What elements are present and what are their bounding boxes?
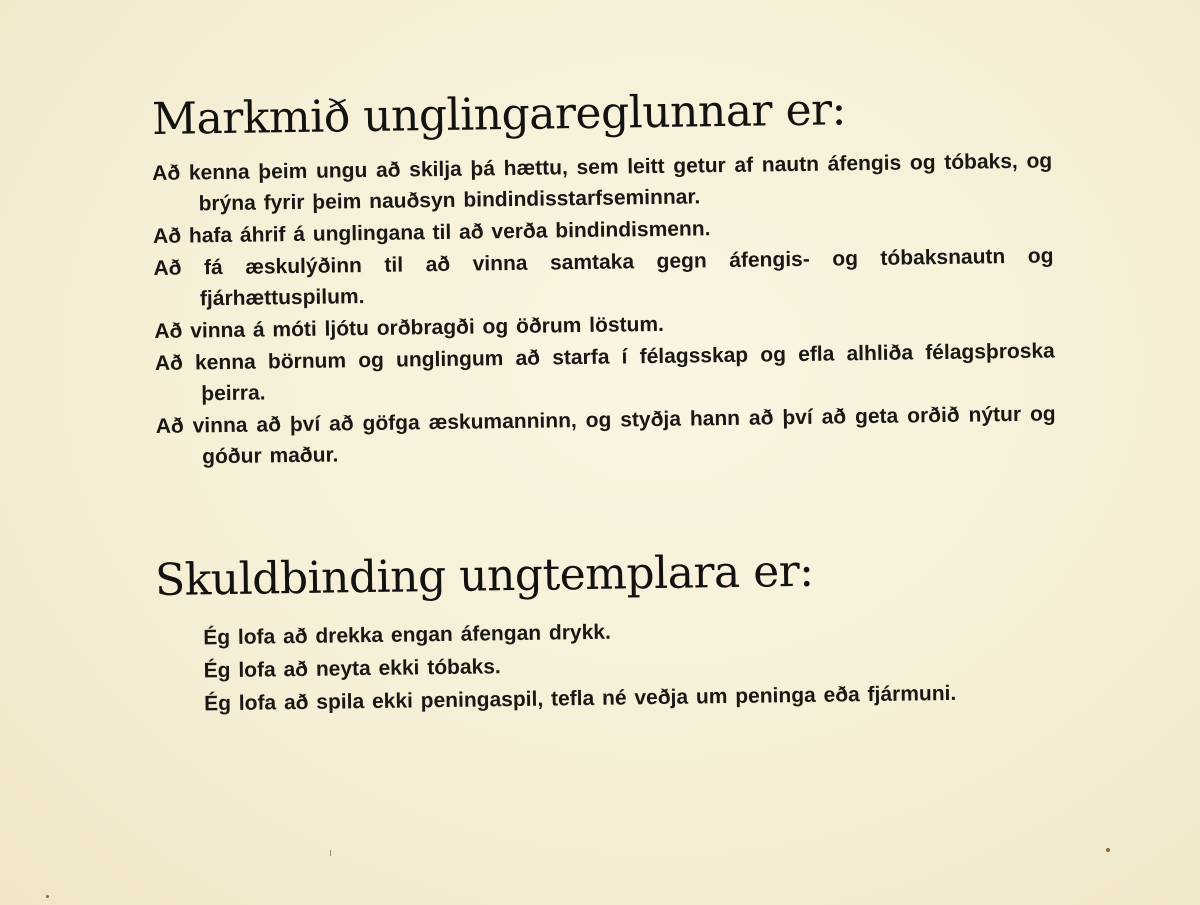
- aim-item: Að vinna á móti ljótu orðbragði og öðrum löstum.: [154, 312, 665, 343]
- paper-speck: [1106, 848, 1110, 852]
- pledge-item: Ég lofa að neyta ekki tóbaks.: [203, 655, 501, 683]
- aim-item: Að vinna að því að göfga æskumanninn, og styðja hann að því að geta orðið nýtur og góður maður.: [155, 402, 1056, 469]
- paper-speck: [330, 850, 331, 856]
- aim-item: Að kenna þeim ungu að skilja þá hættu, sem leitt getur af nautn áfengis og tóbaks, og brýna fyrir þeim nauðsyn bindindisstarfseminnar.: [152, 149, 1053, 216]
- aim-item: Að hafa áhrif á unglingana til að verða bindindismenn.: [152, 217, 711, 248]
- aims-heading: Markmið unglingareglunnar er:: [151, 84, 847, 145]
- aims-list: [152, 145, 1056, 474]
- pledge-item: Ég lofa að drekka engan áfengan drykk.: [203, 620, 611, 650]
- pledge-list: [157, 610, 1053, 721]
- paper-speck: [46, 895, 49, 898]
- aim-item: Að kenna börnum og unglingum að starfa í félagsskap og efla alhliða félagsþroska þeirra.: [154, 339, 1055, 406]
- pledge-item: Ég lofa að spila ekki peningaspil, tefla né veðja um peninga eða fjármuni.: [203, 681, 957, 716]
- aim-item: Að fá æskulýðinn til að vinna samtaka gegn áfengis- og tóbaksnautn og fjárhættuspilum.: [153, 244, 1054, 311]
- pledge-heading: Skuldbinding ungtemplara er:: [154, 545, 814, 606]
